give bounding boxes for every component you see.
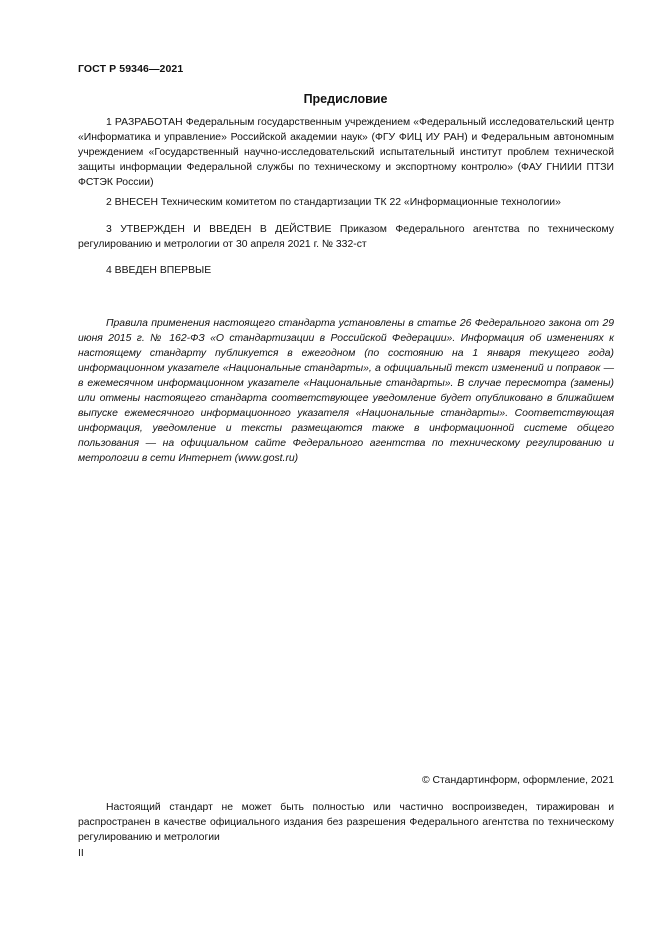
paragraph-developed-by: 1 РАЗРАБОТАН Федеральным государственным учреждением «Федеральный исследовательский центр «Информатика и управление» Российской академии наук» (ФГУ ФИЦ ИУ РАН) и Федеральным автономным учреждением «Государственный научно-исследовательский испытательный институт проблем технической защиты информации Федеральной службы по техническому и экспортному контролю» (ФАУ ГНИИИ ПТЗИ ФСТЭК России)	[78, 117, 614, 188]
standard-code: ГОСТ Р 59346—2021	[78, 63, 184, 75]
page-title: Предисловие	[303, 92, 388, 106]
paragraph-approved: 3 УТВЕРЖДЕН И ВВЕДЕН В ДЕЙСТВИЕ Приказом Федерального агентства по техническому регулированию и метрологии от 30 апреля 2021 г. № 332-ст	[78, 224, 614, 250]
copyright-line: © Стандартинформ, оформление, 2021	[421, 775, 614, 786]
page-number: II	[78, 848, 84, 859]
paragraph-first-introduced: 4 ВВЕДЕН ВПЕРВЫЕ	[106, 265, 212, 276]
reproduction-notice: Настоящий стандарт не может быть полностью или частично воспроизведен, тиражирован и распространен в качестве официального издания без разрешения Федерального агентства по техническому регулированию и метрологии	[78, 802, 614, 843]
application-rules-notice: Правила применения настоящего стандарта установлены в статье 26 Федерального закона от 29 июня 2015 г. № 162-ФЗ «О стандартизации в Российской Федерации». Информация об изменениях к настоящему стандарту публикуется в ежегодном (по состоянию на 1 января текущего года) информационном указателе «Национальные стандарты», а официальный текст изменений и поправок — в ежемесячном информационном указателе «Национальные стандарты». В случае пересмотра (замены) или отмены настоящего стандарта соответствующее уведомление будет опубликовано в ближайшем выпуске ежемесячного информационного указателя «Национальные стандарты». Соответствующая информация, уведомление и тексты размещаются также в информационной системе общего пользования — на официальном сайте Федерального агентства по техническому регулированию и метрологии в сети Интернет (www.gost.ru)	[78, 318, 614, 464]
paragraph-introduced-by: 2 ВНЕСЕН Техническим комитетом по стандартизации ТК 22 «Информационные технологии»	[106, 197, 561, 208]
